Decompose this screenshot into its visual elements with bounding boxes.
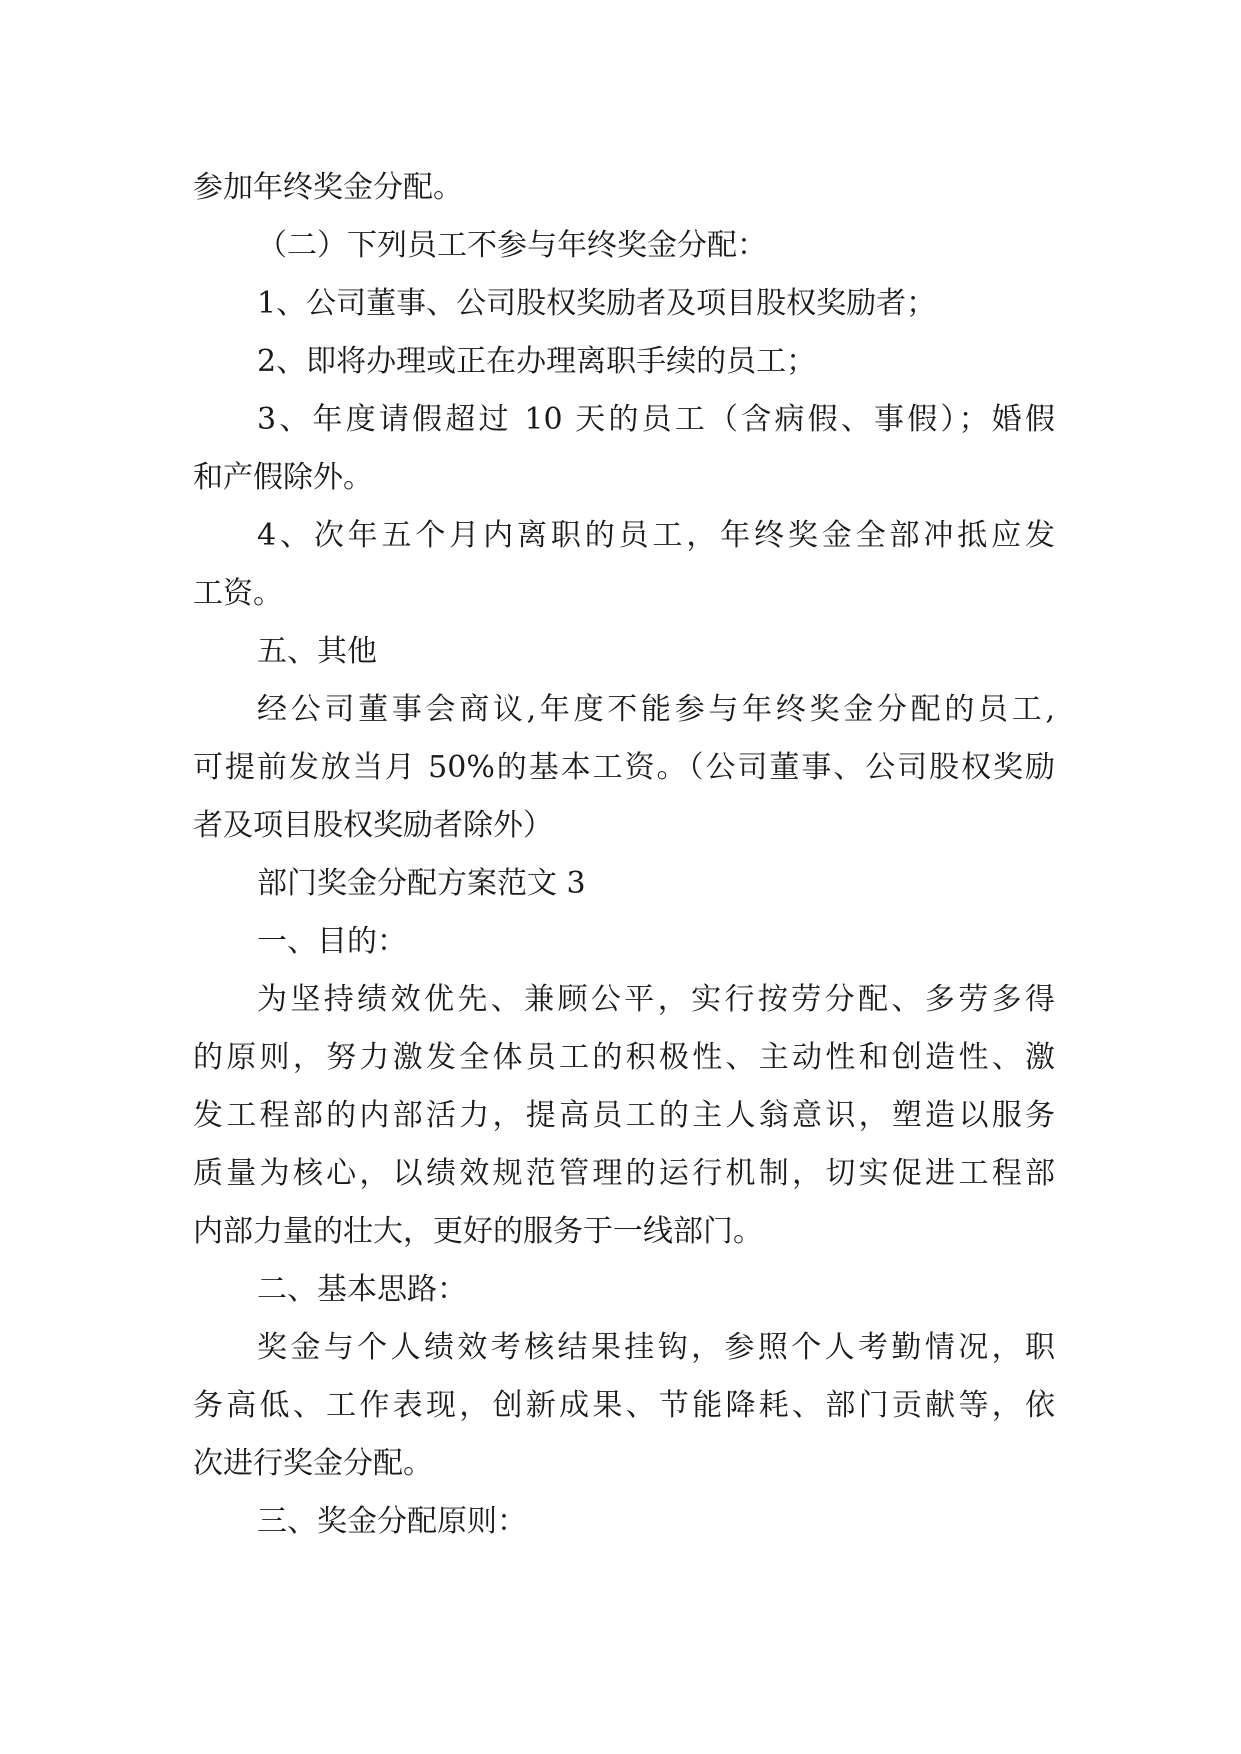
- section-heading: 三、奖金分配原则：: [257, 1504, 527, 1539]
- section-heading: 一、目的：: [257, 924, 407, 959]
- paragraph-line: 4、次年五个月内离职的员工，年终奖金全部冲抵应发: [257, 518, 1055, 553]
- paragraph-line: 和产假除外。: [193, 460, 373, 495]
- paragraph-line: 为坚持绩效优先、兼顾公平，实行按劳分配、多劳多得: [257, 982, 1055, 1017]
- paragraph-line: （二）下列员工不参与年终奖金分配：: [257, 228, 767, 263]
- paragraph-line: 1、公司董事、公司股权奖励者及项目股权奖励者；: [257, 286, 937, 321]
- paragraph-line: 经公司董事会商议,年度不能参与年终奖金分配的员工,: [257, 692, 1055, 727]
- paragraph-line: 次进行奖金分配。: [193, 1446, 433, 1481]
- paragraph-line: 质量为核心，以绩效规范管理的运行机制，切实促进工程部: [193, 1156, 1055, 1191]
- paragraph-line: 者及项目股权奖励者除外）: [193, 808, 553, 843]
- paragraph-line: 务高低、工作表现，创新成果、节能降耗、部门贡献等，依: [193, 1388, 1055, 1423]
- paragraph-line: 参加年终奖金分配。: [193, 170, 463, 205]
- paragraph-line: 的原则，努力激发全体员工的积极性、主动性和创造性、激: [193, 1040, 1055, 1075]
- paragraph-line: 2、即将办理或正在办理离职手续的员工；: [257, 344, 817, 379]
- paragraph-line: 奖金与个人绩效考核结果挂钩，参照个人考勤情况，职: [257, 1330, 1055, 1365]
- section-heading: 五、其他: [257, 634, 377, 669]
- paragraph-line: 工资。: [193, 576, 283, 611]
- section-heading: 二、基本思路：: [257, 1272, 467, 1307]
- document-subtitle: 部门奖金分配方案范文 3: [257, 866, 586, 901]
- paragraph-line: 发工程部的内部活力，提高员工的主人翁意识，塑造以服务: [193, 1098, 1055, 1133]
- paragraph-line: 可提前发放当月 50%的基本工资。（公司董事、公司股权奖励: [193, 750, 1055, 785]
- paragraph-line: 3、年度请假超过 10 天的员工（含病假、事假）；婚假: [257, 402, 1055, 437]
- paragraph-line: 内部力量的壮大，更好的服务于一线部门。: [193, 1214, 763, 1249]
